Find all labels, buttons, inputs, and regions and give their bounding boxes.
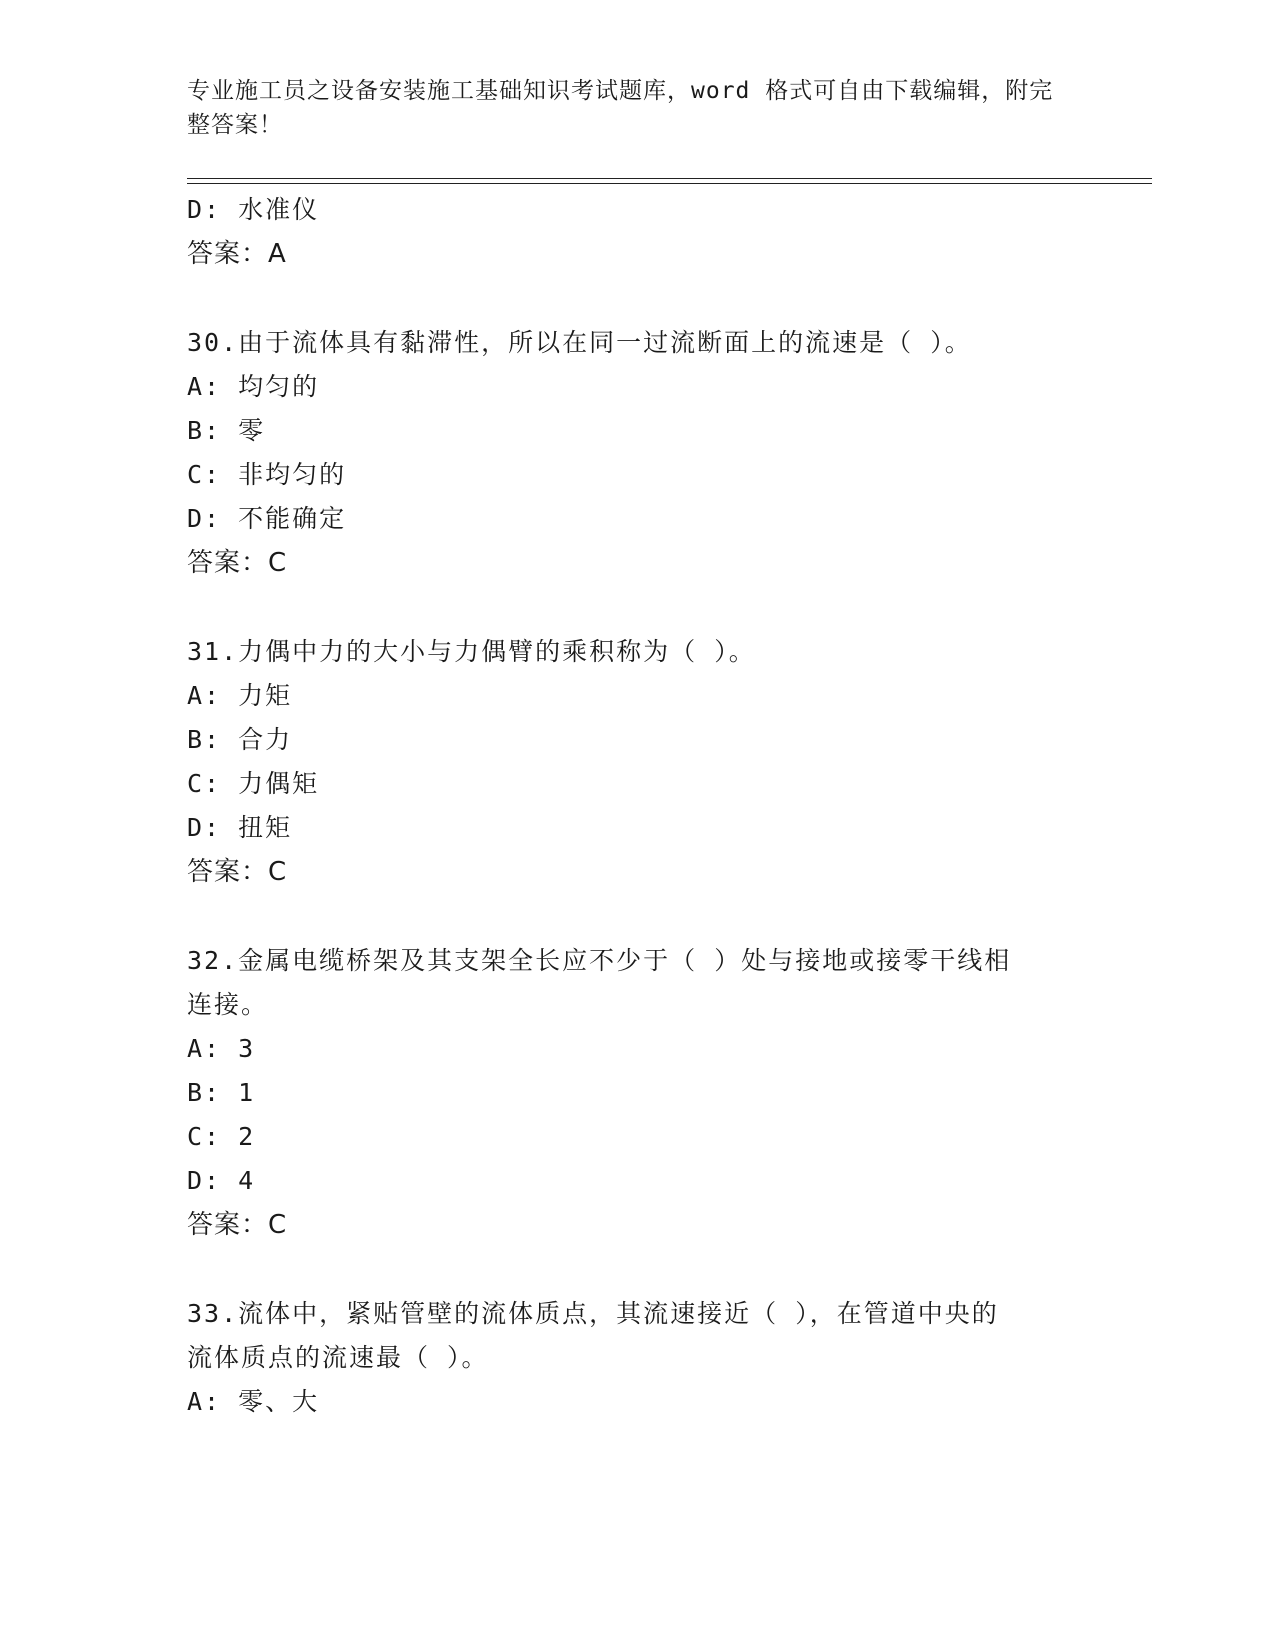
q31-option-b: B: 合力 xyxy=(187,725,293,754)
q30-option-a: A: 均匀的 xyxy=(187,372,320,401)
q30-option-d: D: 不能确定 xyxy=(187,504,347,533)
answer-label: 答案： xyxy=(187,239,269,269)
q32-option-a: A: 3 xyxy=(187,1034,256,1063)
q31-option-d: D: 扭矩 xyxy=(187,813,293,842)
answer-label: 答案： xyxy=(187,1210,269,1240)
q32-stem-line1: 32.金属电缆桥架及其支架全长应不少于（ ）处与接地或接零干线相 xyxy=(187,946,1012,975)
q31-stem: 31.力偶中力的大小与力偶臂的乘积称为（ ）。 xyxy=(187,637,756,666)
q32-stem-line2: 连接。 xyxy=(187,990,269,1019)
q31-option-c: C: 力偶矩 xyxy=(187,769,320,798)
q33-stem-line2: 流体质点的流速最（ ）。 xyxy=(187,1343,489,1372)
answer-label: 答案： xyxy=(187,857,269,887)
header-divider-bottom xyxy=(187,183,1152,184)
q32-answer xyxy=(187,1209,287,1241)
q30-option-b: B: 零 xyxy=(187,416,266,445)
q30-option-c: C: 非均匀的 xyxy=(187,460,347,489)
document-title: 专业施工员之设备安装施工基础知识考试题库，word 格式可自由下载编辑，附完整答案！ xyxy=(187,78,1054,138)
q30-answer xyxy=(187,547,287,579)
document-header xyxy=(187,74,1067,142)
q32-option-d: D: 4 xyxy=(187,1166,256,1195)
q30-stem: 30.由于流体具有黏滞性，所以在同一过流断面上的流速是（ ）。 xyxy=(187,328,972,357)
answer-label: 答案： xyxy=(187,548,269,578)
answer-value: A xyxy=(268,239,287,269)
q32-option-b: B: 1 xyxy=(187,1078,256,1107)
prev-option-d: D: 水准仪 xyxy=(187,195,320,224)
answer-value: C xyxy=(268,1210,288,1240)
q33-option-a: A: 零、大 xyxy=(187,1387,320,1416)
answer-value: C xyxy=(268,857,288,887)
header-divider-top xyxy=(187,178,1152,179)
q31-answer xyxy=(187,856,287,888)
answer-value: C xyxy=(268,548,288,578)
q32-option-c: C: 2 xyxy=(187,1122,256,1151)
q33-stem-line1: 33.流体中，紧贴管壁的流体质点，其流速接近（ ），在管道中央的 xyxy=(187,1299,999,1328)
prev-answer xyxy=(187,238,287,270)
q31-option-a: A: 力矩 xyxy=(187,681,293,710)
